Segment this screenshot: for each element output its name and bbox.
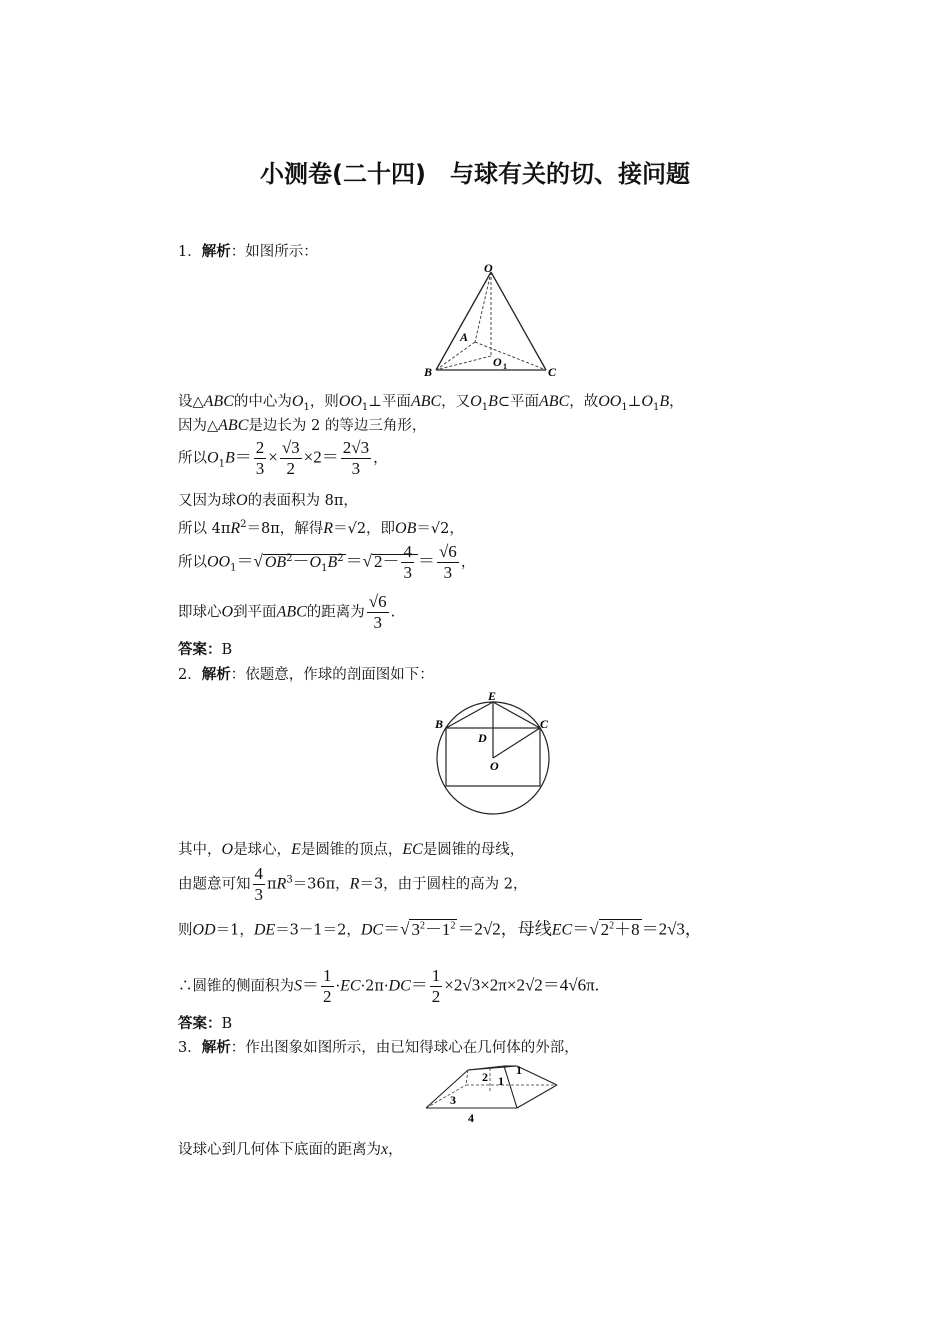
q2-header: 2．解析：依题意，作球的剖面图如下： <box>178 666 434 683</box>
q1-label-B: B <box>424 365 433 379</box>
q3-header: 3．解析：作出图象如图所示，由已知得球心在几何体的外部， <box>178 1039 579 1056</box>
q1-number: 1． <box>178 244 202 260</box>
q2-line3: 则OD＝1，DE＝3－1＝2，DC＝√ $3^2-1^2 =2√2$，母线EC＝√ $2^2+8 =2√3$， <box>178 919 702 939</box>
fraction: $\frac{2}{3}$ <box>255 438 265 478</box>
q1-line5: 所以 $4\pi R^2=8\pi$，解得R＝√2，即OB＝√2， <box>178 519 464 537</box>
q2-line1: 其中，O是球心，E是圆锥的顶点，EC是圆锥的母线， <box>178 841 525 858</box>
q2-answer: 答案：B <box>178 1015 233 1032</box>
q1-line1: 设△ABC的中心为$O_1$，则$OO_1\perp$平面ABC，又$O_1B\subset$平面ABC，故$OO_1\perp O_1B$， <box>178 393 684 413</box>
q1-line3: 所以$O_1B=$ $\frac{2}{3}$ × $\frac{√3}{2}$ ×2＝ $\frac{2√3}{3}$ ， <box>178 438 388 478</box>
page-title: 小测卷(二十四) 与球有关的切、接问题 <box>260 160 690 188</box>
fraction: $\frac{1}{2}$ <box>431 966 441 1006</box>
q3-number: 3． <box>178 1040 202 1056</box>
q1-line4: 又因为球O的表面积为 8π， <box>178 492 358 509</box>
fraction: $\frac{4}{3}$ <box>403 542 412 582</box>
q2-line2: 由题意可知 $\frac{4}{3}$ $\pi R^3=36\pi$，R＝3，由于圆柱的高为 2， <box>178 864 528 904</box>
q3-label-1-top: 1 <box>516 1063 522 1077</box>
q2-number: 2． <box>178 667 202 683</box>
fraction: $\frac{4}{3}$ <box>254 864 263 904</box>
q1-label-O: O <box>484 262 493 275</box>
q3-line1: 设球心到几何体下底面的距离为x， <box>178 1141 403 1158</box>
q1-answer: 答案：B <box>178 641 233 658</box>
q3-frustum-figure <box>420 1058 565 1128</box>
q2-label-E: E <box>488 689 497 703</box>
q2-answer-value: B <box>221 1016 233 1032</box>
q1-line7: 即球心O到平面ABC的距离为 $\frac{√6}{3}$ . <box>178 592 396 632</box>
fraction: $\frac{√3}{2}$ <box>281 438 300 478</box>
q3-label-4: 4 <box>468 1111 474 1125</box>
q2-label-D: D <box>478 731 487 745</box>
q1-header <box>178 242 318 262</box>
q1-line6: 所以$OO_1=√$ $OB^2-O_1B^2$ ＝√ 2－ $\frac{4}{3}$ ＝ $\frac{√6}{3}$ ， <box>178 542 476 582</box>
q3-label-3: 3 <box>450 1093 456 1107</box>
q1-line2: 因为△ABC是边长为 2 的等边三角形， <box>178 417 427 434</box>
q2-label-B: B <box>435 717 444 731</box>
q2-line4: ∴圆锥的侧面积为S＝ $\frac{1}{2}$ ·EC·2π·DC＝ $\frac{1}{2}$ ×2√3×2π×2√2＝4√6π. <box>178 966 599 1006</box>
q1-answer-value: B <box>221 642 233 658</box>
q1-label-O1: O <box>493 355 502 369</box>
analysis-label: 解析 <box>201 243 231 260</box>
fraction: $\frac{1}{2}$ <box>323 966 332 1006</box>
q3-label-2: 2 <box>482 1070 488 1084</box>
q2-intro: ：依题意，作球的剖面图如下： <box>230 667 434 683</box>
fraction: $\frac{2√3}{3}$ <box>342 438 370 478</box>
q3-label-1-height: 1 <box>498 1074 504 1088</box>
q2-cross-section-figure <box>430 686 554 816</box>
q3-intro: ：作出图象如图所示，由已知得球心在几何体的外部， <box>230 1040 579 1056</box>
q1-label-A: A <box>460 330 469 344</box>
q1-intro: ：如图所示： <box>230 244 318 260</box>
q1-label-C: C <box>548 365 557 379</box>
q1-tetrahedron-figure <box>420 262 560 382</box>
fraction: $\frac{√6}{3}$ <box>368 592 387 632</box>
q2-label-C: C <box>540 717 549 731</box>
q1-label-O1-sub: 1 <box>503 362 507 371</box>
fraction: $\frac{√6}{3}$ <box>438 542 457 582</box>
q2-label-O: O <box>490 759 499 773</box>
